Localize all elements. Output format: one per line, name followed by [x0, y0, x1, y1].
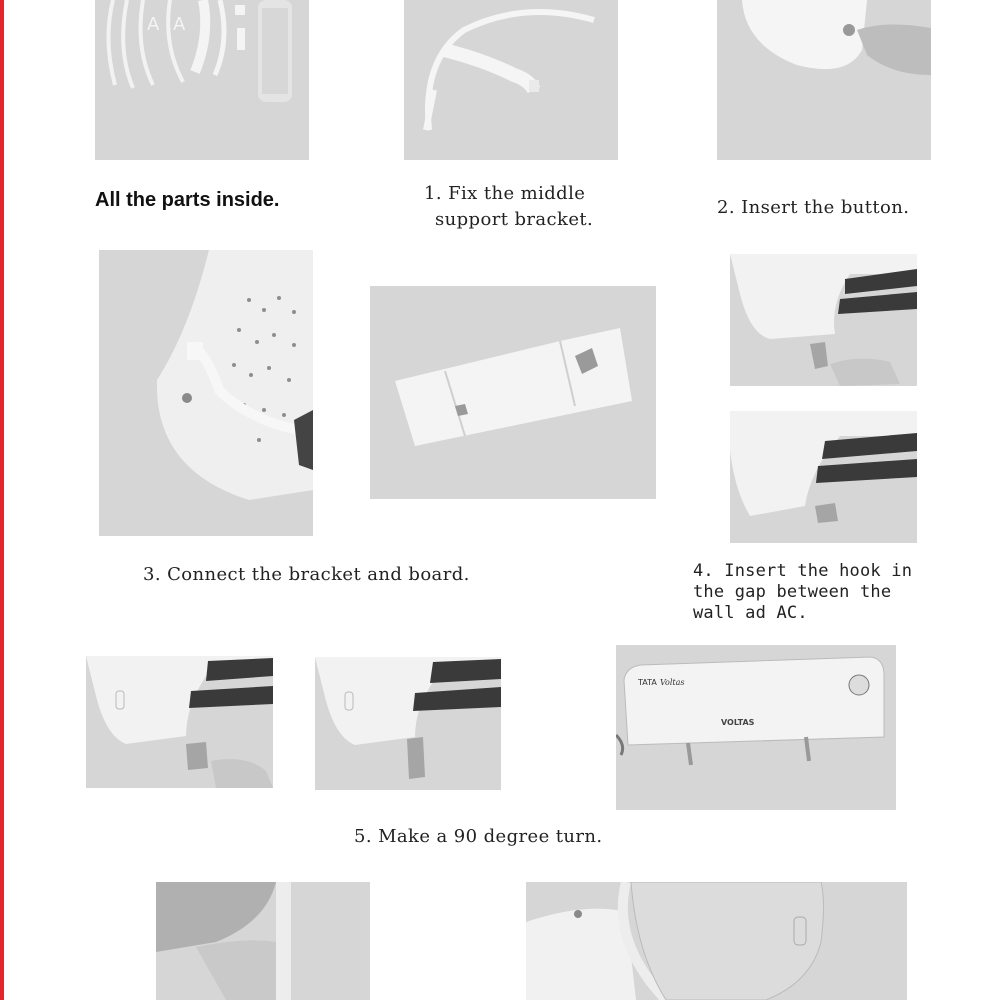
product-model-label: Voltas [660, 678, 685, 687]
caption-step4-line1: 4. Insert the hook in [693, 561, 913, 581]
page-accent-stripe [0, 0, 4, 1000]
svg-text:A: A [173, 14, 186, 35]
caption-step1-line1: 1. Fix the middle [424, 183, 586, 204]
photo-turn-b [315, 657, 501, 790]
caption-step3: 3. Connect the bracket and board. [143, 564, 470, 585]
caption-step5: 5. Make a 90 degree turn. [354, 826, 603, 847]
photo-all-parts [95, 0, 309, 160]
photo-hook-insert-a [730, 254, 917, 386]
photo-hook-insert-b [730, 411, 917, 543]
caption-step1-line2: support bracket. [435, 209, 594, 230]
photo-turn-a [86, 656, 273, 788]
photo-assembled-board [370, 286, 656, 499]
product-brand-label: TATA [638, 678, 657, 687]
photo-connect-bracket [99, 250, 313, 536]
photo-insert-button [717, 0, 931, 160]
photo-installed-ac [616, 645, 896, 810]
photo-adjust-angle-a [156, 882, 370, 1000]
caption-step2: 2. Insert the button. [717, 197, 910, 218]
caption-all-parts: All the parts inside. [95, 189, 280, 211]
photo-adjust-angle-b [526, 882, 907, 1000]
product-logo-text: VOLTAS [721, 718, 755, 727]
photo-middle-bracket [404, 0, 618, 160]
caption-step4-line3: wall ad AC. [693, 603, 808, 623]
svg-text:A: A [147, 14, 160, 35]
caption-step4-line2: the gap between the [693, 582, 892, 602]
